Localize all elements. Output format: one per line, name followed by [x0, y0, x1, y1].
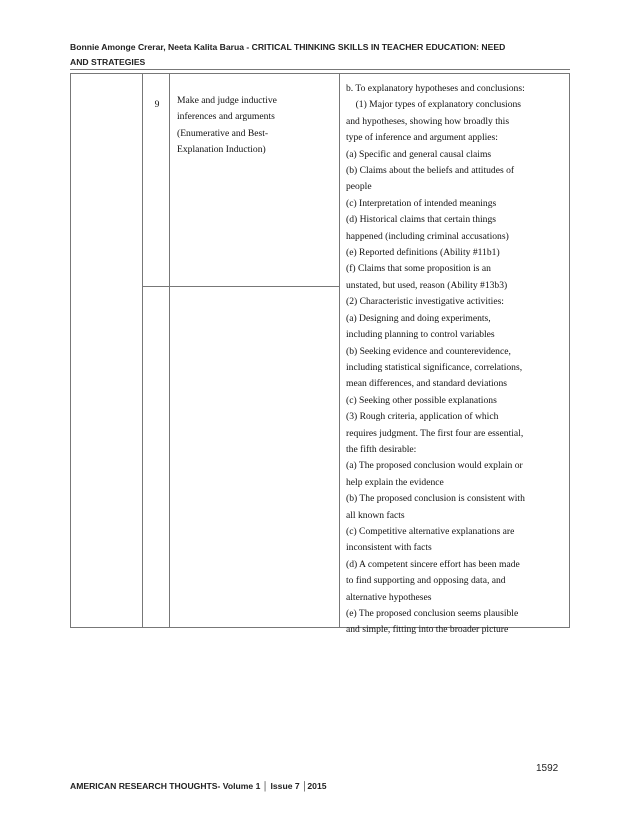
running-header	[70, 40, 570, 70]
detail-line: including statistical significance, correlations,	[346, 361, 523, 373]
detail-line: happened (including criminal accusations)	[346, 230, 509, 242]
header-line-1: Bonnie Amonge Crerar, Neeta Kalita Barua - CRITICAL THINKING SKILLS IN TEACHER EDUCATION: NEED	[70, 42, 506, 52]
detail-line: (c) Seeking other possible explanations	[346, 394, 497, 406]
detail-line: (a) Specific and general causal claims	[346, 148, 492, 160]
column-divider-1	[142, 74, 143, 627]
skill-detail-cell	[346, 81, 566, 639]
detail-line: all known facts	[346, 509, 405, 521]
detail-line: and hypotheses, showing how broadly this	[346, 115, 510, 127]
detail-line: (a) The proposed conclusion would explain or	[346, 460, 523, 472]
detail-line: (b) Claims about the beliefs and attitudes of	[346, 165, 515, 177]
running-footer: AMERICAN RESEARCH THOUGHTS- Volume 1 │ Issue 7 │2015	[70, 781, 327, 791]
detail-line: (e) The proposed conclusion seems plausible	[346, 608, 519, 619]
skill-line: Make and judge inductive	[177, 95, 277, 106]
detail-line: help explain the evidence	[346, 476, 444, 488]
detail-line: inconsistent with facts	[346, 542, 432, 554]
detail-line: (d) A competent sincere effort has been made	[346, 558, 520, 570]
skill-line: inferences and arguments	[177, 111, 275, 123]
detail-line: and simple, fitting into the broader picture	[346, 624, 509, 636]
detail-line: the fifth desirable:	[346, 443, 417, 455]
detail-line: (2) Characteristic investigative activities:	[346, 296, 504, 308]
detail-line: to find supporting and opposing data, and	[346, 575, 506, 587]
detail-line: requires judgment. The first four are essential,	[346, 427, 524, 439]
detail-line: people	[346, 181, 372, 193]
detail-line: (c) Competitive alternative explanations are	[346, 525, 515, 537]
header-divider	[70, 69, 570, 70]
row-divider	[142, 286, 339, 287]
detail-line: (b) The proposed conclusion is consistent with	[346, 493, 525, 505]
detail-line: (f) Claims that some proposition is an	[346, 263, 491, 275]
column-divider-2	[169, 74, 170, 627]
detail-line: b. To explanatory hypotheses and conclusions:	[346, 83, 525, 94]
column-divider-3	[339, 74, 340, 627]
detail-line: type of inference and argument applies:	[346, 132, 498, 144]
detail-line: (e) Reported definitions (Ability #11b1)	[346, 247, 500, 259]
page-number: 1592	[536, 763, 559, 774]
row-number-cell: 9	[154, 99, 160, 110]
detail-line: (a) Designing and doing experiments,	[346, 312, 491, 324]
detail-line: (d) Historical claims that certain things	[346, 214, 496, 226]
skill-line: (Enumerative and Best-	[177, 127, 269, 139]
skill-line: Explanation Induction)	[177, 144, 266, 156]
detail-line: including planning to control variables	[346, 329, 495, 341]
detail-line: (3) Rough criteria, application of which	[346, 411, 499, 423]
detail-line: (c) Interpretation of intended meanings	[346, 197, 497, 209]
detail-line: unstated, but used, reason (Ability #13b3)	[346, 279, 508, 291]
header-line-2: AND STRATEGIES	[70, 57, 146, 67]
skill-description-cell	[177, 93, 317, 159]
detail-line: alternative hypotheses	[346, 591, 432, 603]
detail-line: (1) Major types of explanatory conclusions	[346, 99, 522, 111]
detail-line: mean differences, and standard deviations	[346, 378, 507, 390]
skills-table	[70, 73, 570, 636]
detail-line: (b) Seeking evidence and counterevidence,	[346, 345, 511, 357]
